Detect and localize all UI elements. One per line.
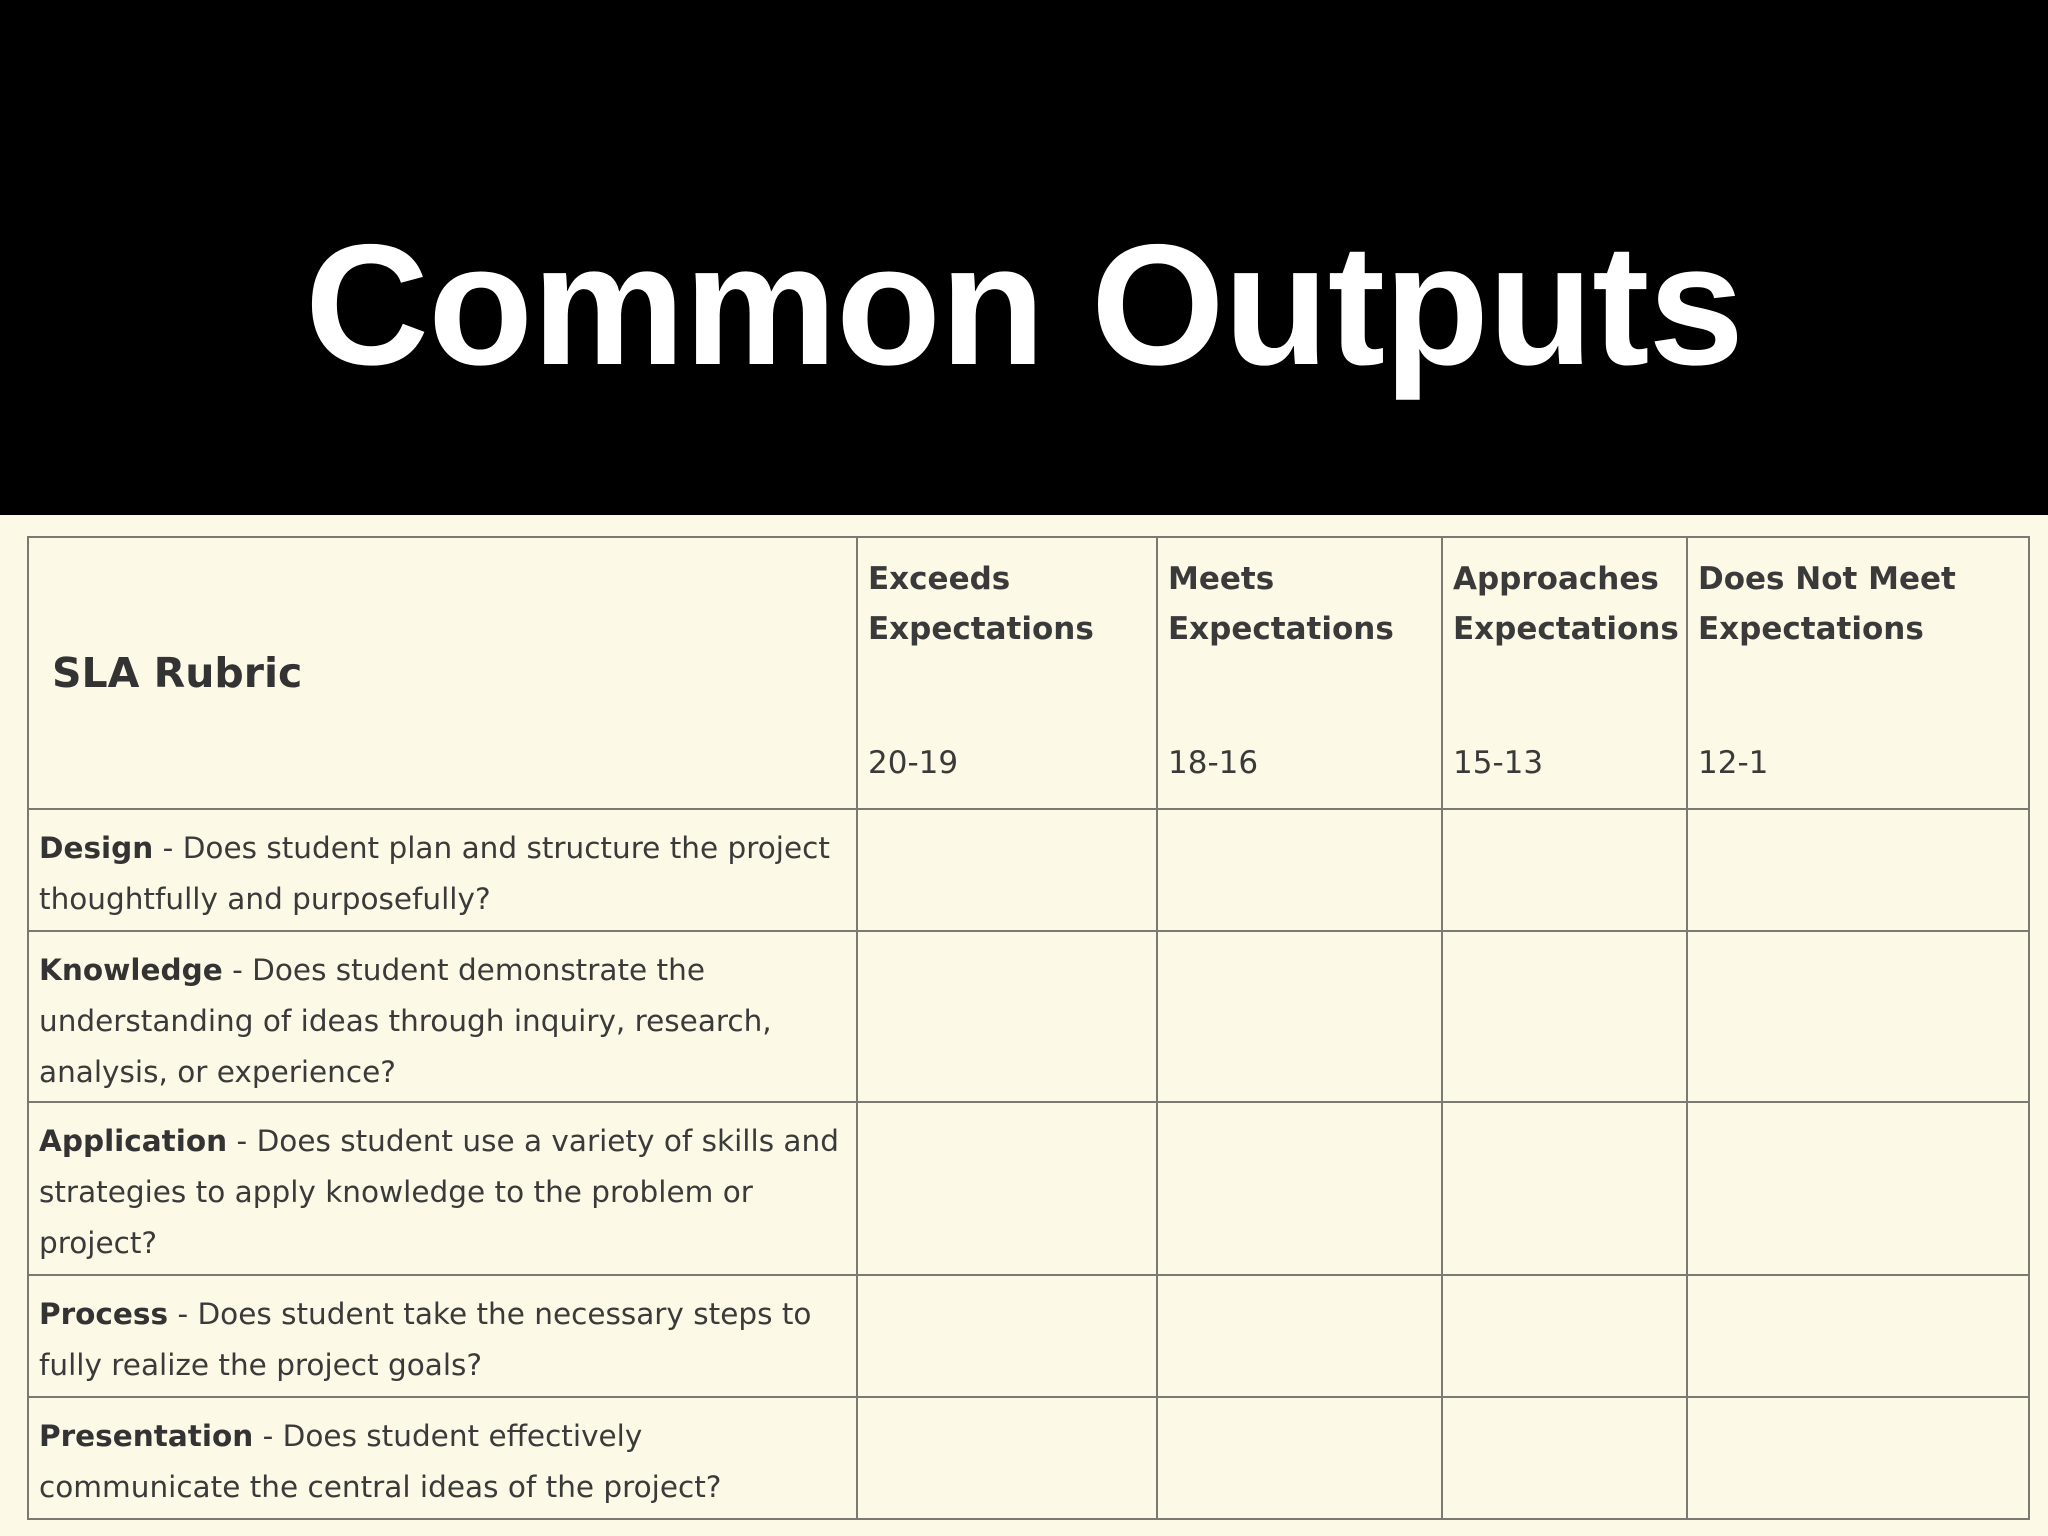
score-cell	[857, 931, 1157, 1102]
criterion-question: - Does student plan and structure the project thoughtfully and purposefully?	[39, 831, 830, 916]
rubric-header-row	[28, 537, 2029, 809]
criterion-name: Presentation	[39, 1419, 254, 1453]
criterion-name: Design	[39, 831, 154, 865]
criterion-row-knowledge	[28, 931, 2029, 1102]
score-cell	[1442, 1397, 1687, 1519]
rubric-table	[27, 536, 2030, 1520]
score-cell	[1442, 809, 1687, 931]
criterion-cell	[28, 1397, 857, 1519]
score-cell	[857, 1397, 1157, 1519]
level-name: Does Not Meet Expectations	[1698, 561, 1956, 647]
criterion-row-application	[28, 1102, 2029, 1275]
criterion-row-process	[28, 1275, 2029, 1397]
level-name: Exceeds Expectations	[868, 561, 1094, 647]
score-cell	[857, 1102, 1157, 1275]
score-cell	[857, 809, 1157, 931]
score-cell	[1687, 1275, 2029, 1397]
score-cell	[857, 1275, 1157, 1397]
criterion-name: Knowledge	[39, 953, 223, 987]
score-cell	[1687, 1397, 2029, 1519]
level-meets	[1157, 537, 1442, 809]
criterion-question: - Does student use a variety of skills and strategies to apply knowledge to the problem or project?	[39, 1124, 839, 1260]
criterion-question: - Does student demonstrate the understanding of ideas through inquiry, research, analysis, or experience?	[39, 953, 772, 1089]
criterion-row-presentation	[28, 1397, 2029, 1519]
criterion-name: Application	[39, 1124, 228, 1158]
slide-title: Common Outputs	[304, 209, 1744, 401]
criterion-cell	[28, 1102, 857, 1275]
level-approaches	[1442, 537, 1687, 809]
level-range: 15-13	[1453, 745, 1544, 781]
criterion-cell	[28, 931, 857, 1102]
score-cell	[1687, 1102, 2029, 1275]
score-cell	[1687, 931, 2029, 1102]
score-cell	[1157, 1102, 1442, 1275]
criterion-cell	[28, 809, 857, 931]
rubric-panel	[0, 515, 2048, 1536]
level-range: 20-19	[868, 745, 959, 781]
level-name: Meets Expectations	[1168, 561, 1394, 647]
score-cell	[1157, 1275, 1442, 1397]
criterion-question: - Does student take the necessary steps to fully realize the project goals?	[39, 1297, 812, 1382]
level-range: 18-16	[1168, 745, 1259, 781]
level-name: Approaches Expectations	[1453, 561, 1679, 647]
score-cell	[1442, 1275, 1687, 1397]
level-does-not-meet	[1687, 537, 2029, 809]
score-cell	[1157, 809, 1442, 931]
criterion-name: Process	[39, 1297, 169, 1331]
score-cell	[1157, 931, 1442, 1102]
score-cell	[1687, 809, 2029, 931]
level-exceeds	[857, 537, 1157, 809]
criterion-cell	[28, 1275, 857, 1397]
criterion-question: - Does student effectively communicate the central ideas of the project?	[39, 1419, 722, 1504]
score-cell	[1442, 1102, 1687, 1275]
score-cell	[1442, 931, 1687, 1102]
rubric-title: SLA Rubric	[28, 537, 857, 809]
criterion-row-design	[28, 809, 2029, 931]
score-cell	[1157, 1397, 1442, 1519]
level-range: 12-1	[1698, 745, 1769, 781]
